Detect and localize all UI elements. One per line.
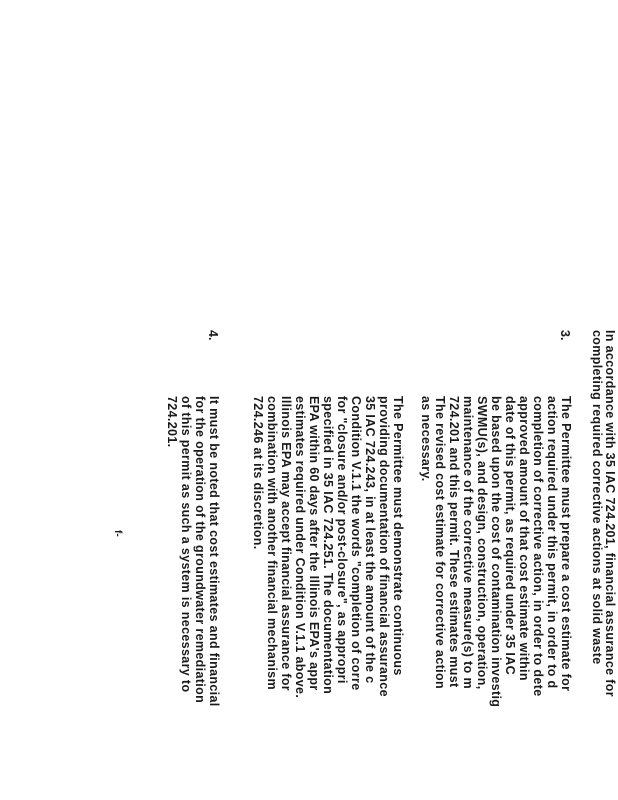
text-line: for the operation of the groundwater remediation bbox=[193, 396, 207, 704]
text-line: The revised cost estimate for corrective action bbox=[433, 396, 447, 689]
text-line: estimates required under Condition V.1.1 above. bbox=[293, 396, 307, 699]
text-line: 724.246 at its discretion. bbox=[251, 396, 265, 550]
text-line: providing documentation of financial assurance bbox=[377, 396, 391, 697]
text-line: Illinois EPA may accept financial assurance for bbox=[279, 396, 293, 692]
text-line: 724.201. bbox=[165, 396, 179, 448]
text-line: EPA within 60 days after the Illinois EPA's appr bbox=[307, 396, 321, 691]
text-line: In accordance with 35 IAC 724.201, financial assurance for bbox=[603, 330, 617, 697]
text-line: SWMU(s), and design, construction, operation, bbox=[475, 396, 489, 690]
text-line: 35 IAC 724.243, in at least the amount of the c bbox=[363, 396, 377, 684]
text-line: action required under this permit, in order to d bbox=[545, 396, 559, 689]
item-number: 4. bbox=[206, 330, 220, 341]
text-line: Condition V.1.1 the words "completion of corre bbox=[349, 396, 363, 691]
text-line: 724.201 and this permit. These estimates must bbox=[447, 396, 461, 688]
text-line: The Permittee must demonstrate continuous bbox=[391, 396, 405, 676]
text-line: of this permit as such a system is necessary to bbox=[179, 396, 193, 693]
text-line: for "closure and/or post-closure", as appropri bbox=[335, 396, 349, 684]
text-line: It must be noted that cost estimates and financial bbox=[207, 396, 221, 707]
text-line: be based upon the cost of contamination investig bbox=[489, 396, 503, 708]
text-line: combination with another financial mechanism bbox=[265, 396, 279, 690]
rotated-document-page bbox=[112, 0, 618, 800]
text-line: The Permittee must prepare a cost estimate for bbox=[559, 396, 573, 692]
text-line: completing required corrective actions at solid waste bbox=[590, 330, 604, 665]
item-number: 3. bbox=[558, 330, 572, 341]
text-line: specified in 35 IAC 724.251. The documentation bbox=[321, 396, 335, 695]
text-line: as necessary. bbox=[419, 396, 433, 482]
text-line: approved amount of that cost estimate within bbox=[517, 396, 531, 681]
page-marker: f- bbox=[112, 530, 123, 537]
text-line: date of this permit, as required under 35 IAC bbox=[503, 396, 517, 676]
text-line: maintenance of the corrective measure(s) to m bbox=[461, 396, 475, 689]
text-line: completion of corrective action, in order to dete bbox=[531, 396, 545, 697]
